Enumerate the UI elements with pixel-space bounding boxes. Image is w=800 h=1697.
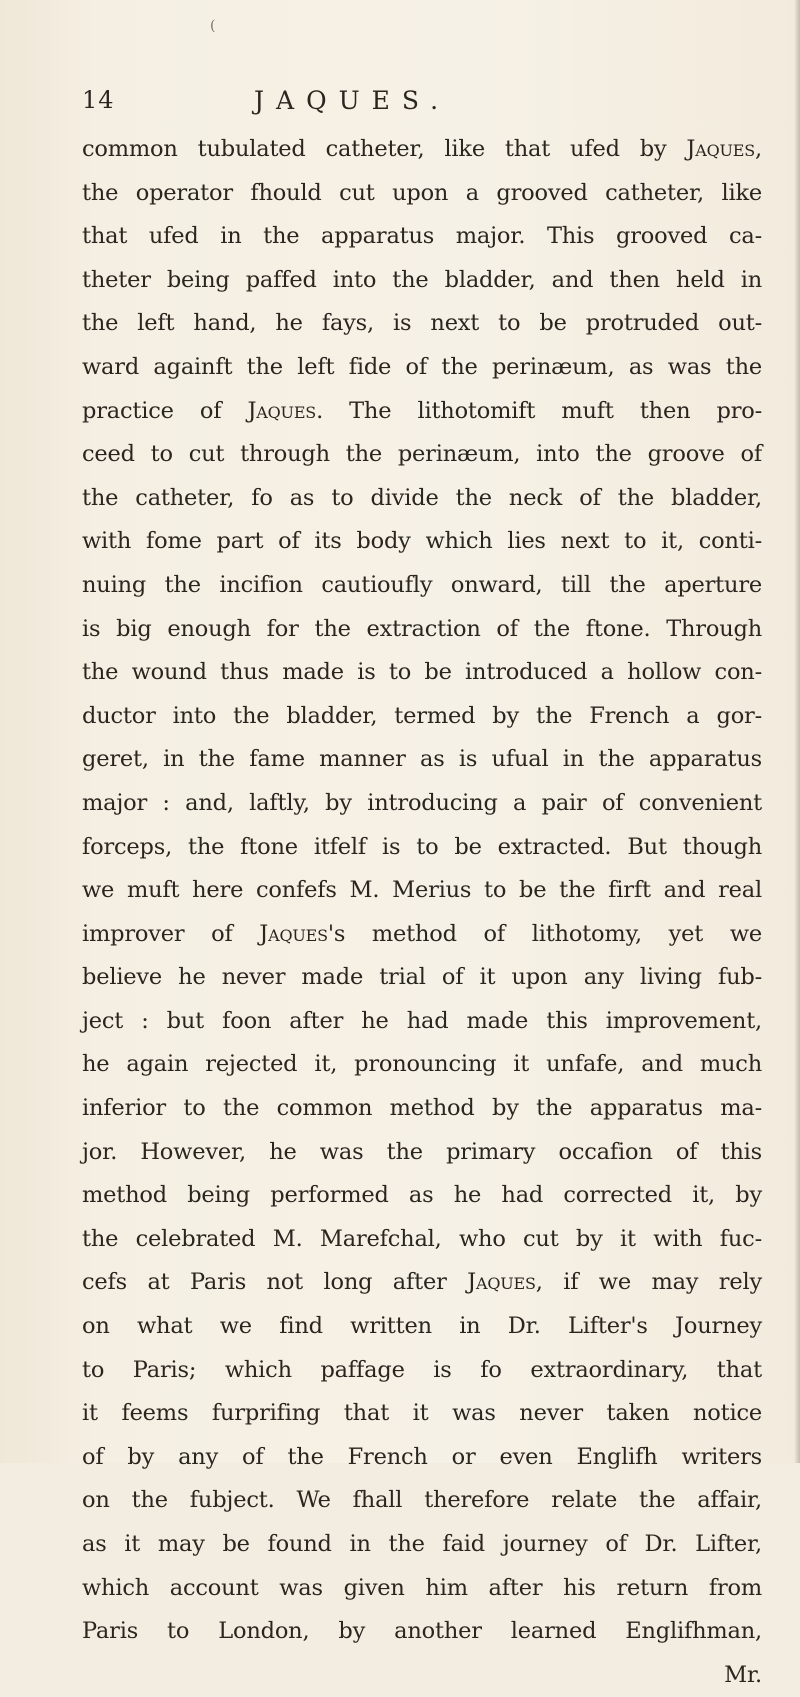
text-line: it feems furprifing that it was never taken notice bbox=[82, 1400, 762, 1427]
stray-mark: ( bbox=[210, 18, 216, 34]
page-number: 14 bbox=[82, 86, 115, 114]
text-line: with fome part of its body which lies next to it, conti- bbox=[82, 528, 762, 555]
text-line: of by any of the French or even Englifh writers bbox=[82, 1443, 762, 1470]
text-line: practice of Jaques. The lithotomift muft then pro- bbox=[82, 397, 762, 424]
text-line: nuing the incifion cautioufly onward, till the aperture bbox=[82, 571, 762, 598]
text-line: improver of Jaques's method of lithotomy, yet we bbox=[82, 920, 763, 947]
text-line: the operator fhould cut upon a grooved catheter, like bbox=[82, 179, 762, 206]
text-line: he again rejected it, pronouncing it unfafe, and much bbox=[82, 1051, 762, 1078]
text-line: jor. However, he was the primary occafion of this bbox=[82, 1138, 762, 1165]
text-line: ceed to cut through the perinæum, into the groove of bbox=[82, 441, 762, 468]
text-line: geret, in the fame manner as is ufual in the apparatus bbox=[82, 746, 762, 773]
text-line: believe he never made trial of it upon any living fub- bbox=[82, 964, 762, 991]
text-line: Paris to London, by another learned Englifhman, bbox=[82, 1618, 762, 1645]
text-line: ward againft the left fide of the perinæum, as was the bbox=[82, 353, 762, 380]
text-line: which account was given him after his return from bbox=[82, 1574, 762, 1601]
name-jaques: Jaques bbox=[467, 1269, 536, 1296]
text-line: the celebrated M. Marefchal, who cut by it with fuc- bbox=[82, 1225, 762, 1252]
text-line: ductor into the bladder, termed by the French a gor- bbox=[82, 702, 762, 729]
text-line: is big enough for the extraction of the ftone. Through bbox=[82, 615, 762, 642]
page-edge-shadow bbox=[794, 0, 800, 1463]
text-line: cefs at Paris not long after Jaques, if we may rely bbox=[82, 1269, 762, 1296]
body-text bbox=[82, 128, 762, 1697]
text-line: common tubulated catheter, like that ufed by Jaques, bbox=[82, 136, 762, 162]
running-title: JAQUES. bbox=[254, 86, 451, 115]
catchword: Mr. bbox=[724, 1661, 762, 1688]
text-line: on the fubject. We fhall therefore relate the affair, bbox=[82, 1487, 762, 1514]
text-line: theter being paffed into the bladder, and then held in bbox=[82, 266, 762, 293]
text-line: on what we find written in Dr. Lifter's Journey bbox=[82, 1313, 762, 1340]
text-line: to Paris; which paffage is fo extraordinary, that bbox=[82, 1356, 762, 1383]
text-line: the wound thus made is to be introduced a hollow con- bbox=[82, 659, 762, 686]
text-line: the catheter, fo as to divide the neck of the bladder, bbox=[82, 484, 762, 511]
text-line: forceps, the ftone itfelf is to be extracted. But though bbox=[82, 833, 762, 860]
name-jaques: Jaques bbox=[686, 136, 756, 162]
text-line: we muft here confefs M. Merius to be the firft and real bbox=[82, 877, 762, 904]
text-line: as it may be found in the faid journey of Dr. Lifter, bbox=[82, 1531, 762, 1557]
text-line: that ufed in the apparatus major. This grooved ca- bbox=[82, 223, 762, 250]
name-jaques: Jaques bbox=[259, 920, 328, 947]
text-line: the left hand, he fays, is next to be protruded out- bbox=[82, 310, 762, 337]
text-line: inferior to the common method by the apparatus ma- bbox=[82, 1095, 762, 1122]
name-jaques: Jaques bbox=[247, 397, 317, 424]
text-line: major : and, laftly, by introducing a pair of convenient bbox=[82, 789, 762, 816]
page-header bbox=[82, 86, 782, 126]
text-line: ject : but foon after he had made this improvement, bbox=[82, 1007, 762, 1034]
text-line: method being performed as he had corrected it, by bbox=[82, 1182, 762, 1209]
